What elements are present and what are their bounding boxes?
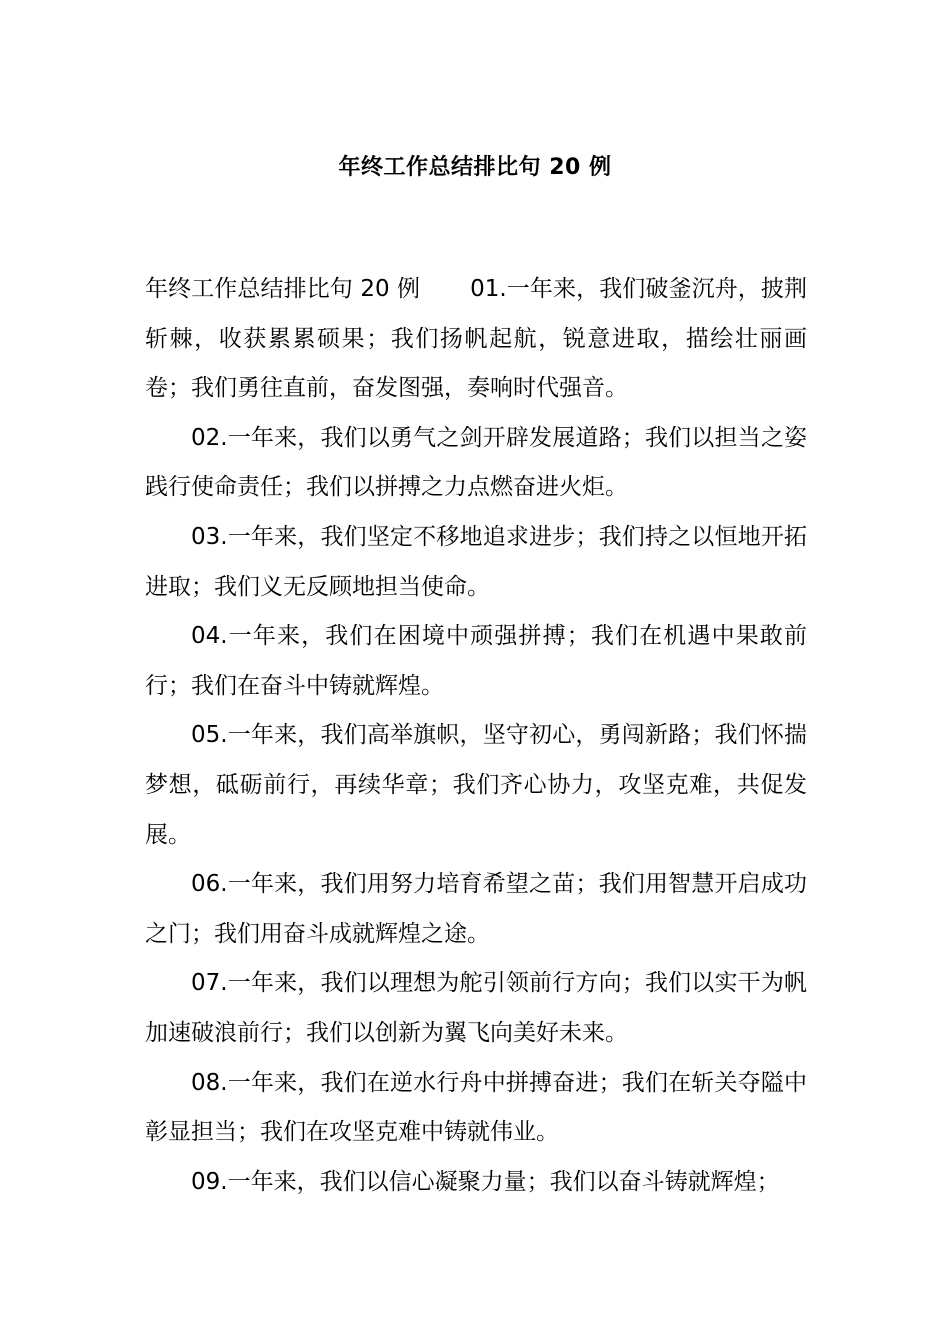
paragraph-06: 06.一年来，我们用努力培育希望之苗；我们用智慧开启成功之门；我们用奋斗成就辉煌之途。: [145, 871, 807, 947]
paragraph-07: 07.一年来，我们以理想为舵引领前行方向；我们以实干为帆加速破浪前行；我们以创新为翼飞向美好未来。: [145, 970, 807, 1046]
paragraph-01-text: 01.一年来，我们破釜沉舟，披荆斩棘，收获累累硕果；我们扬帆起航，锐意进取，描绘壮丽画卷；我们勇往直前，奋发图强，奏响时代强音。: [145, 276, 808, 402]
document-body: [145, 265, 807, 1207]
paragraph-08: 08.一年来，我们在逆水行舟中拼搏奋进；我们在斩关夺隘中彰显担当；我们在攻坚克难中铸就伟业。: [145, 1069, 807, 1146]
paragraph-04: 04.一年来，我们在困境中顽强拼搏；我们在机遇中果敢前行；我们在奋斗中铸就辉煌。: [145, 623, 807, 699]
document-title: 年终工作总结排比句 20 例: [338, 155, 612, 180]
paragraph-02: 02.一年来，我们以勇气之剑开辟发展道路；我们以担当之姿践行使命责任；我们以拼搏之力点燃奋进火炬。: [145, 424, 807, 501]
intro-label: 年终工作总结排比句 20 例: [145, 276, 421, 302]
paragraph-03: 03.一年来，我们坚定不移地追求进步；我们持之以恒地开拓进取；我们义无反顾地担当使命。: [145, 523, 807, 600]
paragraph-01: [145, 265, 807, 414]
paragraph-09: 09.一年来，我们以信心凝聚力量；我们以奋斗铸就辉煌；: [191, 1168, 780, 1195]
paragraph-05: 05.一年来，我们高举旗帜，坚守初心，勇闯新路；我们怀揣梦想，砥砺前行，再续华章；我们齐心协力，攻坚克难，共促发展。: [145, 722, 807, 848]
